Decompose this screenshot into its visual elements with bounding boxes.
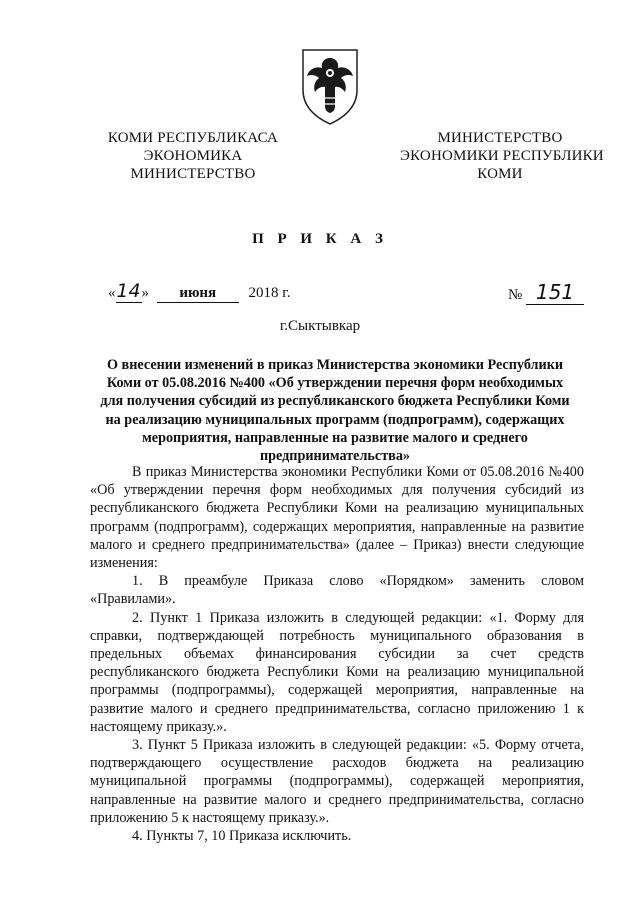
order-subject: О внесении изменений в приказ Министерства экономики Республики Коми от 05.08.2016 №400 «Об утверждении перечня форм необходимых для получения субсидий из республиканского бюджета Республики Коми на реализацию муниципальных программ (подпрограмм), содержащих мероприятия, направленные на развитие малого и среднего предпринимательства»: [100, 357, 570, 465]
date-day-handwritten: 14: [116, 280, 141, 302]
number-label: №: [508, 287, 523, 303]
date-month: июня: [157, 285, 239, 303]
order-body: [90, 463, 584, 845]
order-date: [108, 280, 290, 303]
document-title: П Р И К А З: [252, 231, 388, 247]
date-open-quote: «: [108, 285, 116, 301]
org-name-russian: [400, 129, 604, 183]
org-right-line-1: МИНИСТЕРСТВО: [437, 130, 563, 146]
org-name-komi: [98, 129, 288, 183]
coat-of-arms-emblem: [297, 46, 363, 126]
paragraph-item-3: 3. Пункт 5 Приказа изложить в следующей редакции: «5. Форму отчета, подтверждающего осуществление расходов бюджета на реализацию муниципальной программы (подпрограммы), содержащей мероприятия, направленные на развитие малого и среднего предпринимательства, согласно приложению 5 к настоящему приказу.».: [90, 737, 584, 826]
paragraph-item-4: 4. Пункты 7, 10 Приказа исключить.: [132, 828, 352, 845]
org-left-line-1: КОМИ РЕСПУБЛИКАСА: [107, 130, 279, 146]
order-number: [508, 280, 584, 305]
date-close-quote: »: [141, 285, 149, 301]
city: г.Сыктывкар: [279, 318, 361, 334]
date-year: 2018 г.: [248, 285, 291, 301]
org-right-line-3: КОМИ: [477, 166, 523, 182]
number-value-handwritten: 151: [526, 280, 584, 305]
paragraph-item-2: 2. Пункт 1 Приказа изложить в следующей редакции: «1. Форму для справки, подтверждающей потребность муниципального образования в предельных объемах финансирования субсидии за счет средств республиканского бюджета Республики Коми на реализацию муниципальной программы (подпрограммы), содержащей мероприятия, направленные на развитие малого и среднего предпринимательства, согласно приложению 1 к настоящему приказу.».: [90, 609, 584, 735]
paragraph-intro: В приказ Министерства экономики Республики Коми от 05.08.2016 №400 «Об утверждении перечня форм необходимых для получения субсидий из республиканского бюджета Республики Коми на реализацию муниципальных программ (подпрограмм), содержащих мероприятия, направленные на развитие малого и среднего предпринимательства» (далее – Приказ) внести следующие изменения:: [90, 464, 584, 572]
org-left-line-2: ЭКОНОМИКА: [143, 148, 243, 164]
org-right-line-2: ЭКОНОМИКИ РЕСПУБЛИКИ: [400, 148, 604, 164]
paragraph-item-1: 1. В преамбуле Приказа слово «Порядком» заменить словом «Правилами».: [90, 573, 584, 608]
org-left-line-3: МИНИСТЕРСТВО: [130, 166, 256, 182]
